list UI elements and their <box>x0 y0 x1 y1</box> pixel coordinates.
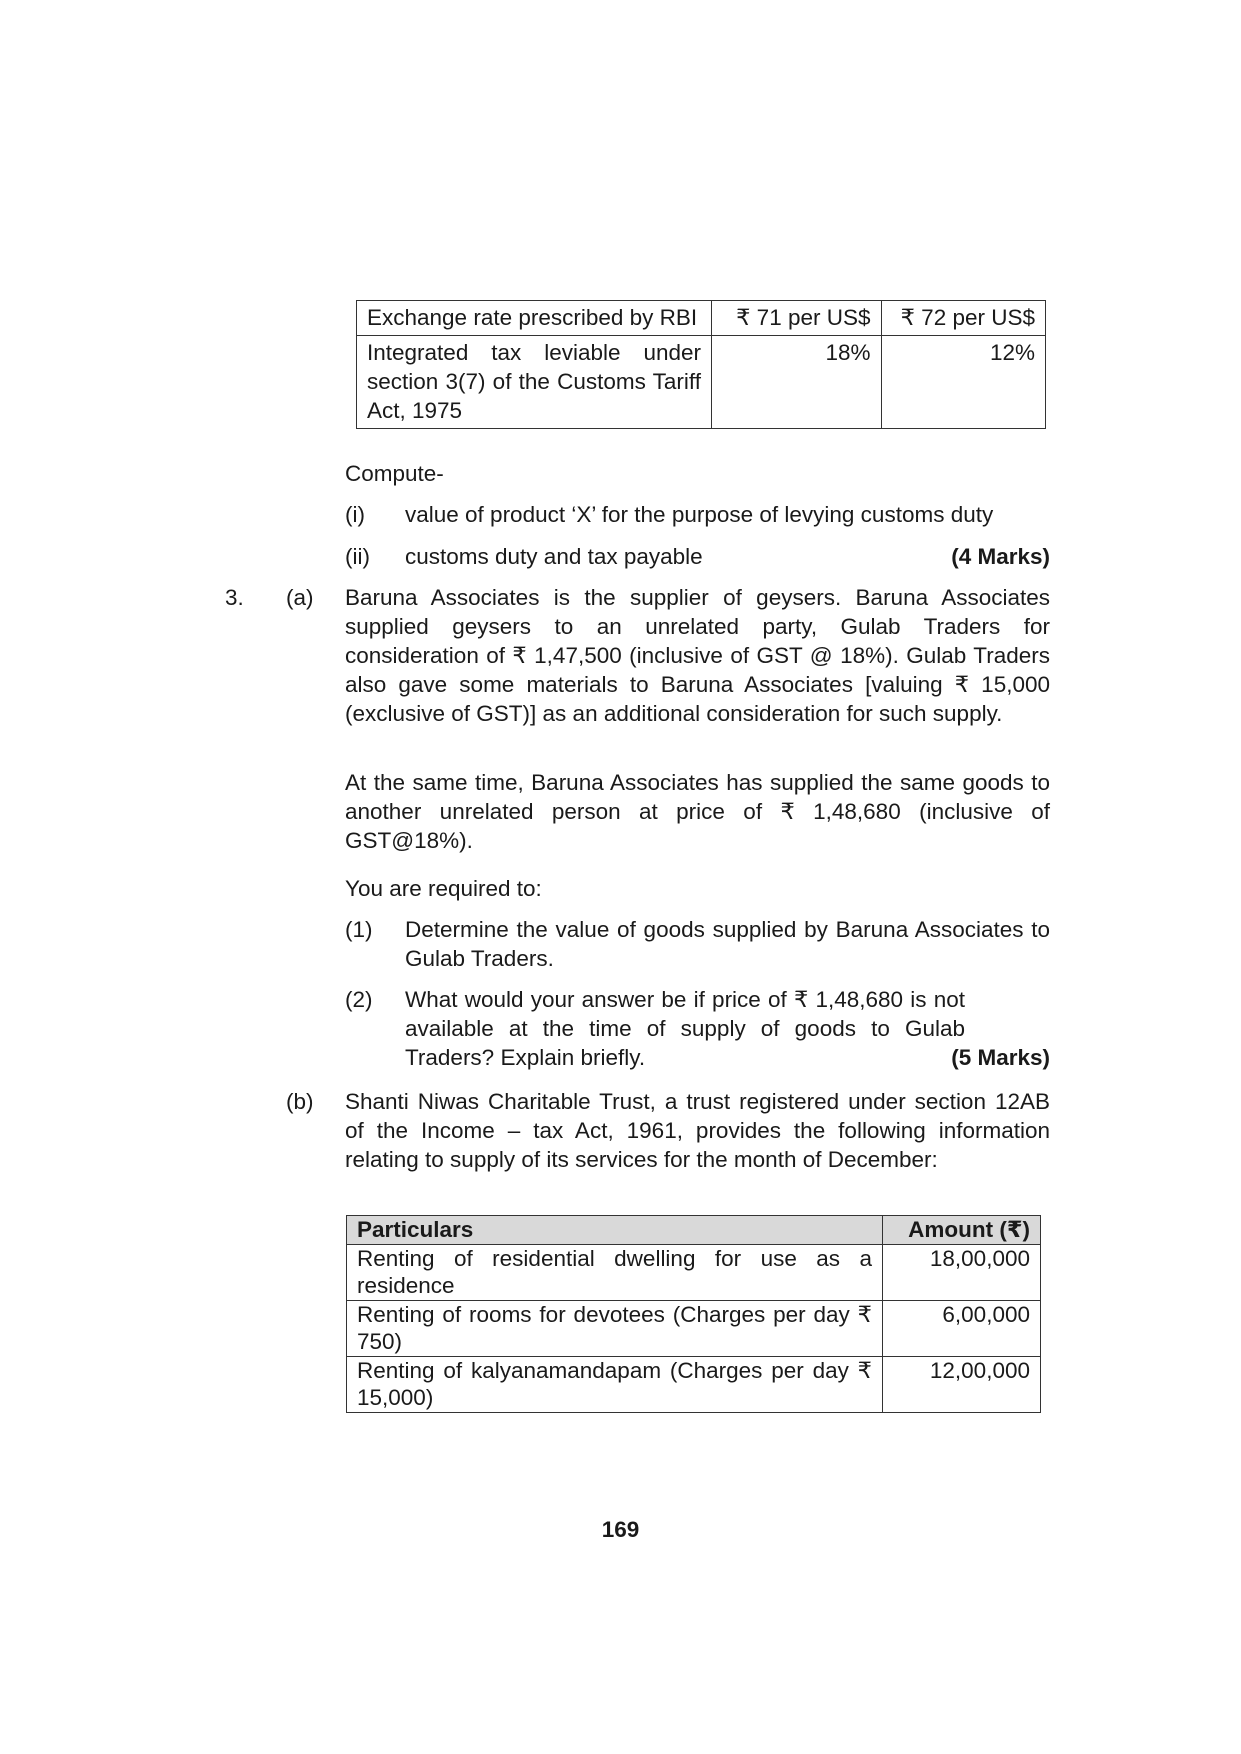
item-number: (ii) <box>345 544 370 569</box>
table-row <box>347 1245 1041 1301</box>
page-number: 169 <box>601 1517 640 1542</box>
item-text: Determine the value of goods supplied by Baruna Associates to Gulab Traders. <box>405 917 1050 971</box>
table-cell-label: Integrated tax leviable under section 3(7) of the Customs Tariff Act, 1975 <box>357 336 712 429</box>
table-cell-value: ₹ 71 per US$ <box>712 301 881 336</box>
table-cell-value: 18% <box>712 336 881 429</box>
part-label: (a) <box>286 585 314 610</box>
table-cell-particulars: Renting of kalyanamandapam (Charges per day ₹ 15,000) <box>347 1357 883 1413</box>
table-cell-particulars: Renting of residential dwelling for use as a residence <box>347 1245 883 1301</box>
marks-label: (4 Marks) <box>951 544 1050 569</box>
table-cell-amount: 18,00,000 <box>883 1245 1041 1301</box>
paragraph: Baruna Associates is the supplier of geysers. Baruna Associates supplied geysers to an unrelated party, Gulab Traders for consideration of ₹ 1,47,500 (inclusive of GST @ 18%). Gulab Traders also gave some materials to Baruna Associates [valuing ₹ 15,000 (exclusive of GST)] as an additional consideration for such supply. <box>345 585 1050 726</box>
item-number: (i) <box>345 502 365 527</box>
item-text: What would your answer be if price of ₹ 1,48,680 is not available at the time of supply of goods to Gulab Traders? Explain briefly. <box>405 987 965 1070</box>
marks-label: (5 Marks) <box>951 1045 1050 1070</box>
table-row <box>347 1301 1041 1357</box>
item-text: customs duty and tax payable <box>405 544 703 569</box>
compute-heading: Compute- <box>345 461 444 486</box>
item-number: (1) <box>345 917 373 942</box>
table-row <box>357 301 1046 336</box>
table-cell-amount: 12,00,000 <box>883 1357 1041 1413</box>
paragraph: You are required to: <box>345 876 542 901</box>
table-cell-value: 12% <box>881 336 1046 429</box>
table-cell-amount: 6,00,000 <box>883 1301 1041 1357</box>
services-table <box>346 1215 1041 1413</box>
table-cell-label: Exchange rate prescribed by RBI <box>357 301 712 336</box>
item-text: value of product ‘X’ for the purpose of levying customs duty <box>405 502 994 527</box>
rate-table <box>356 300 1046 429</box>
table-row <box>347 1357 1041 1413</box>
table-cell-particulars: Renting of rooms for devotees (Charges per day ₹ 750) <box>347 1301 883 1357</box>
table-header-row <box>347 1216 1041 1245</box>
table-cell-value: ₹ 72 per US$ <box>881 301 1046 336</box>
table-row <box>357 336 1046 429</box>
question-number: 3. <box>225 585 244 610</box>
part-label: (b) <box>286 1089 314 1114</box>
paragraph: Shanti Niwas Charitable Trust, a trust registered under section 12AB of the Income – tax Act, 1961, provides the following information relating to supply of its services for the month of December: <box>345 1089 1050 1172</box>
table-header: Particulars <box>347 1216 883 1245</box>
table-header: Amount (₹) <box>883 1216 1041 1245</box>
item-number: (2) <box>345 987 373 1012</box>
paragraph: At the same time, Baruna Associates has supplied the same goods to another unrelated person at price of ₹ 1,48,680 (inclusive of GST@18%). <box>345 770 1050 853</box>
